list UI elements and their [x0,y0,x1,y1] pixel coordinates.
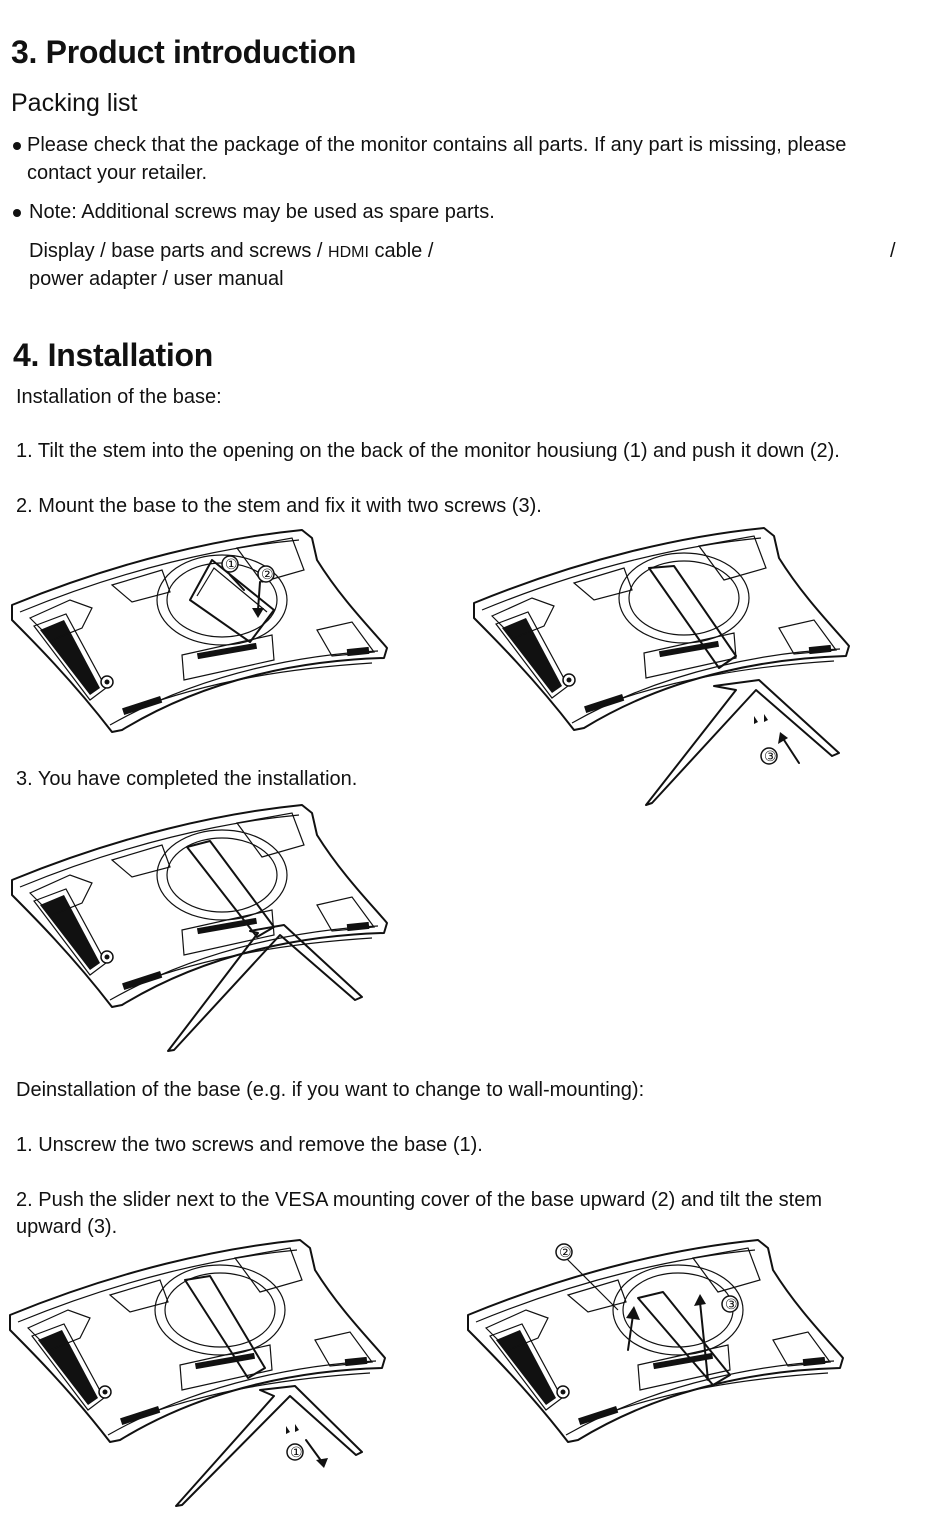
packing-bullet-2: Note: Additional screws may be used as spare parts. [29,201,495,223]
packing-contents-line-2: power adapter / user manual [29,268,284,290]
hdmi-label: HDMI [328,244,369,261]
deinstall-step-2-cont: upward (3). [16,1216,118,1238]
bullet-icon [13,142,21,150]
figure-deinstall-step-1 [10,1240,390,1510]
deinstall-step-1: 1. Unscrew the two screws and remove the base (1). [16,1134,483,1156]
callout-two: ② [559,1245,572,1261]
install-heading: Installation of the base: [16,386,222,408]
deinstall-step-2: 2. Push the slider next to the VESA mounting cover of the base upward (2) and tilt the stem [16,1189,823,1211]
install-step-3: 3. You have completed the installation. [16,768,358,790]
packing-contents-part-a: Display / base parts and screws / [29,240,323,262]
callout-three: ③ [725,1297,738,1313]
packing-list-subtitle: Packing list [11,89,138,117]
bullet-icon [13,209,21,217]
packing-contents-part-b: cable / [374,240,434,262]
figure-install-complete [12,805,392,1055]
install-step-2: 2. Mount the base to the stem and fix it with two screws (3). [16,495,542,517]
deinstall-heading: Deinstallation of the base (e.g. if you want to change to wall-mounting): [16,1079,645,1101]
figure-install-step-2 [474,528,854,808]
install-step-1: 1. Tilt the stem into the opening on the back of the monitor housiung (1) and push it down (2). [16,440,840,462]
packing-bullet-1-cont: contact your retailer. [27,162,208,184]
section-4-title: 4. Installation [13,337,213,373]
callout-three: ③ [764,749,777,765]
figure-install-step-1 [12,530,392,745]
packing-contents-slash: / [890,240,896,262]
callout-one: ① [290,1445,303,1461]
figure-deinstall-step-2 [468,1240,848,1470]
section-3-title: 3. Product introduction [11,34,357,70]
packing-contents-line-1 [29,237,433,267]
callout-two: ② [261,567,274,583]
packing-bullet-1: Please check that the package of the monitor contains all parts. If any part is missing, please [27,134,847,156]
callout-one: ① [225,557,238,573]
